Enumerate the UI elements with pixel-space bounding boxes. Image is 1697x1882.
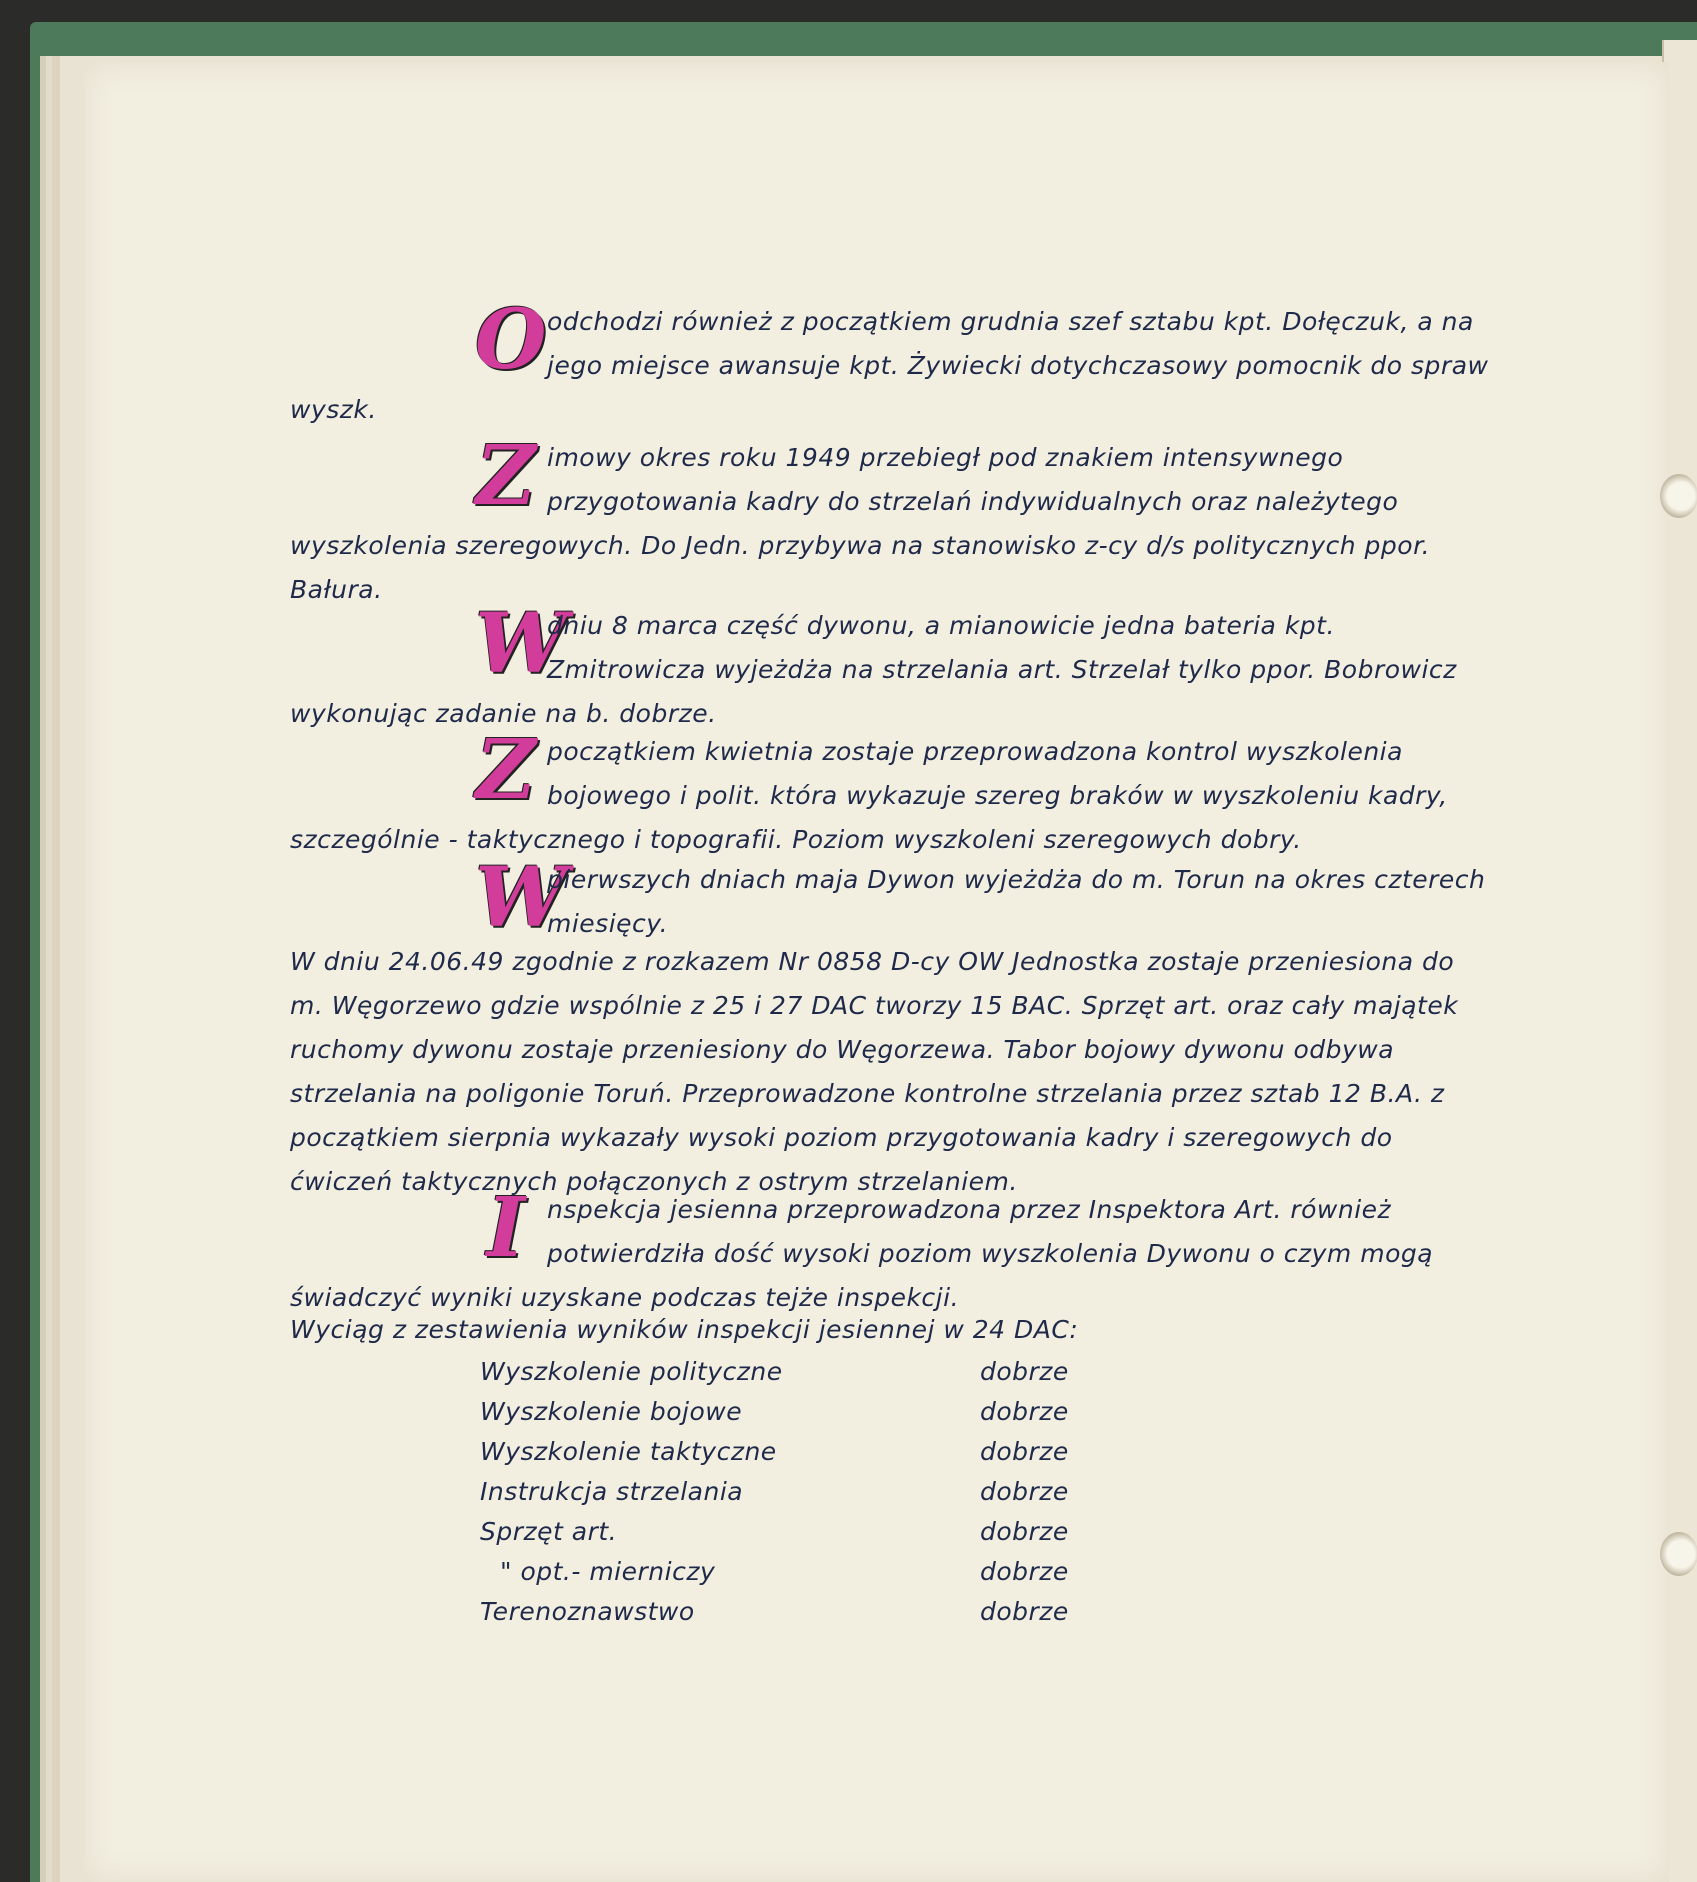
result-label: " opt.- mierniczy xyxy=(500,1557,716,1586)
paragraph-2 xyxy=(290,428,1490,612)
paragraph-1 xyxy=(290,292,1490,432)
decorative-initial: W xyxy=(475,850,568,946)
result-value: dobrze xyxy=(980,1437,1069,1466)
result-value: dobrze xyxy=(980,1397,1069,1426)
result-label: Terenoznawstwo xyxy=(480,1597,695,1626)
paragraph-text: imowy okres roku 1949 przebiegł pod znakiem intensywnego przygotowania kadry do strzelań indywidualnych oraz należytego wyszkolenia szeregowych. Do Jedn. przybywa na stanowisko z-cy d/s politycznych ppor. Bałura. xyxy=(290,443,1431,604)
paragraph-text: dniu 8 marca część dywonu, a mianowicie jedna bateria kpt. Zmitrowicza wyjeżdża na strzelania art. Strzelał tylko ppor. Bobrowicz wykonując zadanie na b. dobrze. xyxy=(290,611,1457,728)
result-value: dobrze xyxy=(980,1357,1069,1386)
result-row xyxy=(480,1352,1100,1392)
result-label: Instrukcja strzelania xyxy=(480,1477,744,1506)
paragraph-text: pierwszych dniach maja Dywon wyjeżdża do m. Torun na okres czterech miesięcy. xyxy=(547,865,1486,938)
result-row xyxy=(480,1432,1100,1472)
result-row xyxy=(480,1592,1100,1632)
result-label: Sprzęt art. xyxy=(480,1517,618,1546)
result-value: dobrze xyxy=(980,1477,1069,1506)
result-value: dobrze xyxy=(980,1557,1069,1586)
decorative-initial: O xyxy=(475,292,547,388)
paragraph-text: początkiem kwietnia zostaje przeprowadzona kontrol wyszkolenia bojowego i polit. która wykazuje szereg braków w wyszkoleniu kadry, szczególnie - taktycznego i topografii. Poziom wyszkoleni szeregowych dobry. xyxy=(290,737,1448,854)
result-row xyxy=(480,1392,1100,1432)
paragraph-text: nspekcja jesienna przeprowadzona przez Inspektora Art. również potwierdziła dość wysoki poziom wyszkolenia Dywonu o czym mogą świadczyć wyniki uzyskane podczas tejże inspekcji. xyxy=(290,1195,1434,1312)
decorative-initial: I xyxy=(486,1180,526,1276)
result-value: dobrze xyxy=(980,1597,1069,1626)
result-label: Wyszkolenie polityczne xyxy=(480,1357,783,1386)
result-label: Wyszkolenie bojowe xyxy=(480,1397,743,1426)
paragraph-text: Wyciąg z zestawienia wyników inspekcji jesiennej w 24 DAC: xyxy=(290,1315,1079,1344)
punch-hole xyxy=(1660,1532,1697,1576)
result-row xyxy=(480,1552,1100,1592)
result-value: dobrze xyxy=(980,1517,1069,1546)
decorative-initial: Z xyxy=(475,722,537,818)
paragraph-7 xyxy=(290,1180,1490,1320)
paragraph-text: W dniu 24.06.49 zgodnie z rozkazem Nr 0858 D-cy OW Jednostka zostaje przeniesiona do m. Węgorzewo gdzie wspólnie z 25 i 27 DAC tworzy 15 BAC. Sprzęt art. oraz cały majątek ruchomy dywonu zostaje przeniesiony do Węgorzewa. Tabor bojowy dywonu odbywa strzelania na poligonie Toruń. Przeprowadzone kontrolne strzelania przez sztab 12 B.A. z początkiem sierpnia wykazały wysoki poziom przygotowania kadry i szeregowych do ćwiczeń taktycznych połączonych z ostrym strzelaniem. xyxy=(290,947,1459,1196)
paragraph-5 xyxy=(290,850,1490,946)
paragraph-6 xyxy=(290,940,1490,1204)
paragraph-3 xyxy=(290,596,1490,736)
punch-hole xyxy=(1660,474,1697,518)
results-list xyxy=(480,1352,1100,1632)
decorative-initial: Z xyxy=(475,428,537,524)
result-row xyxy=(480,1472,1100,1512)
decorative-initial: W xyxy=(475,596,568,692)
paragraph-4 xyxy=(290,722,1490,862)
result-row xyxy=(480,1512,1100,1552)
paragraph-text: odchodzi również z początkiem grudnia szef sztabu kpt. Dołęczuk, a na jego miejsce awansuje kpt. Żywiecki dotychczasowy pomocnik do spraw wyszk. xyxy=(290,307,1489,424)
result-label: Wyszkolenie taktyczne xyxy=(480,1437,777,1466)
results-heading xyxy=(290,1308,1490,1352)
